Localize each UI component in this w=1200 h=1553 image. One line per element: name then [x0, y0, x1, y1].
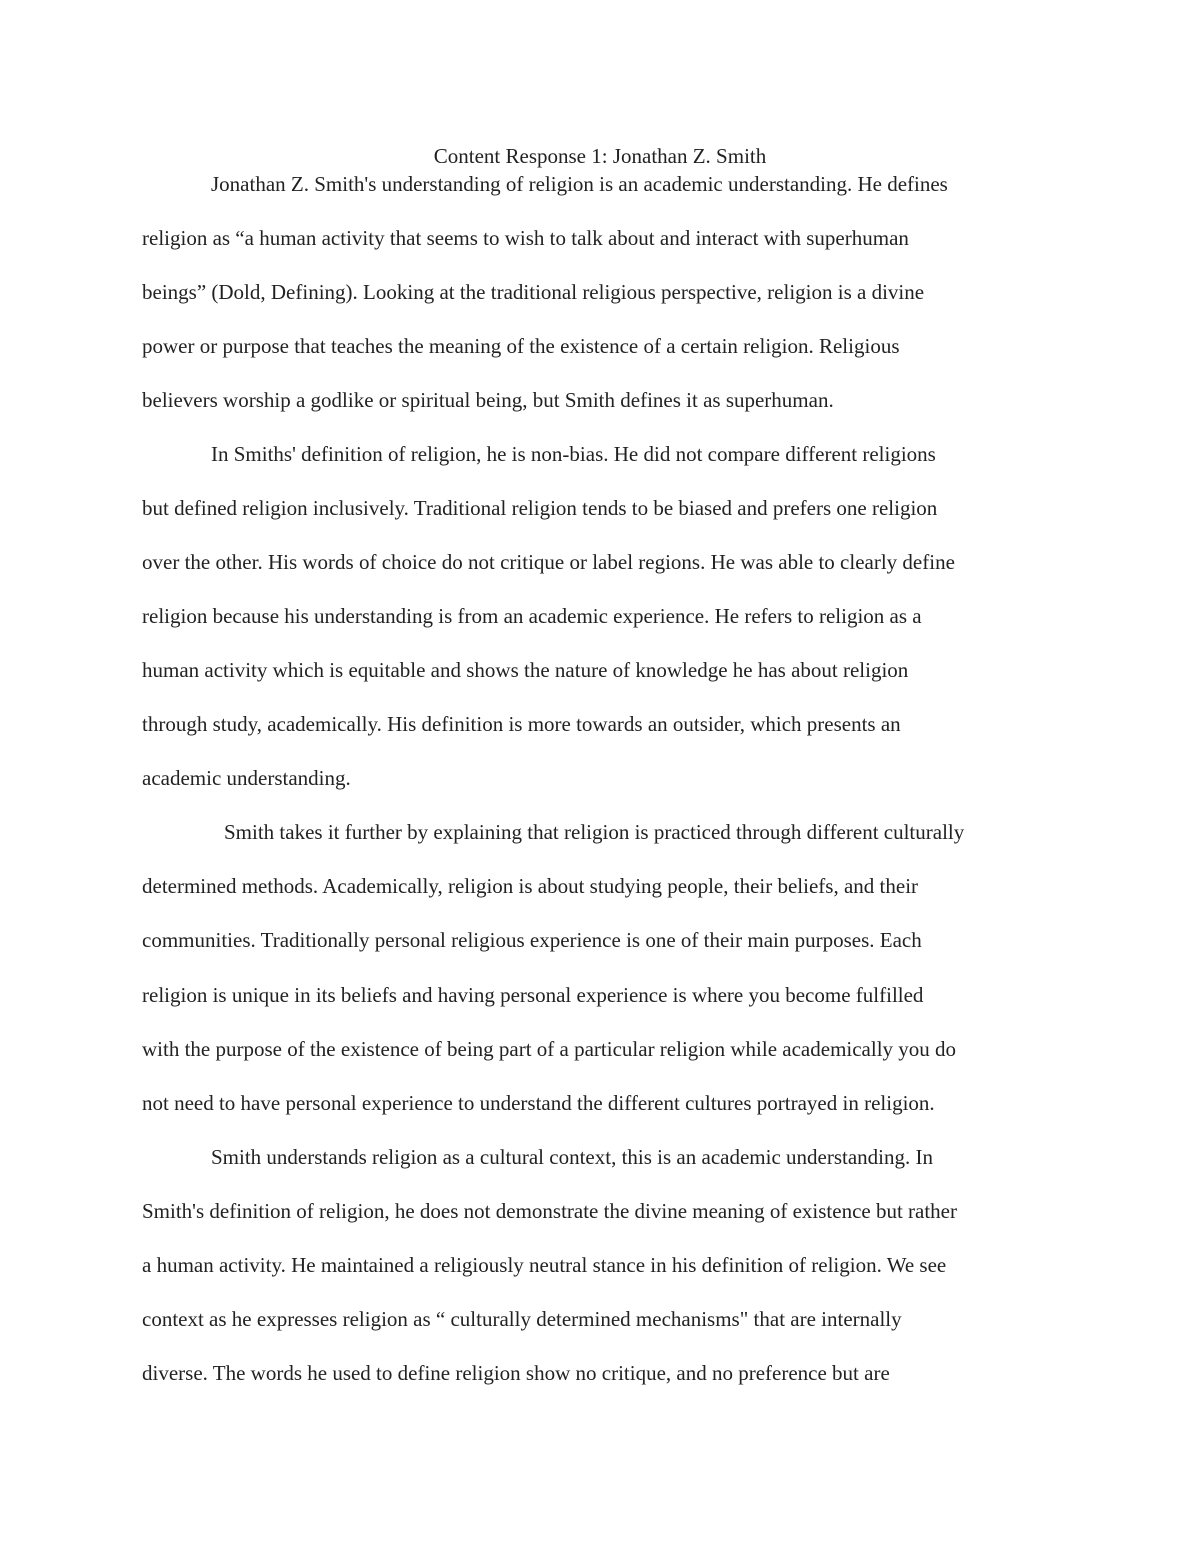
text-line: not need to have personal experience to understand the different cultures portrayed in religion. — [142, 1091, 935, 1115]
text-line: over the other. His words of choice do not critique or label regions. He was able to clearly define — [142, 550, 955, 574]
text-line: through study, academically. His definition is more towards an outsider, which presents an — [142, 712, 901, 736]
text-line: but defined religion inclusively. Traditional religion tends to be biased and prefers one religion — [142, 496, 938, 520]
text-line: Smith's definition of religion, he does not demonstrate the divine meaning of existence but rather — [142, 1199, 958, 1223]
text-line: religion is unique in its beliefs and having personal experience is where you become fulfilled — [142, 983, 924, 1007]
document-title: Content Response 1: Jonathan Z. Smith — [433, 144, 767, 168]
text-line: religion because his understanding is from an academic experience. He refers to religion as a — [142, 604, 922, 628]
text-line: Smith takes it further by explaining that religion is practiced through different culturally — [224, 820, 965, 844]
text-line: context as he expresses religion as “ culturally determined mechanisms" that are internally — [142, 1307, 902, 1331]
text-line: Smith understands religion as a cultural context, this is an academic understanding. In — [211, 1145, 933, 1169]
text-line: communities. Traditionally personal religious experience is one of their main purposes. Each — [142, 928, 922, 952]
text-line: academic understanding. — [142, 766, 351, 790]
text-line: beings” (Dold, Defining). Looking at the traditional religious perspective, religion is a divine — [142, 280, 925, 304]
text-line: determined methods. Academically, religion is about studying people, their beliefs, and their — [142, 874, 919, 898]
text-line: believers worship a godlike or spiritual being, but Smith defines it as superhuman. — [142, 388, 834, 412]
text-line: religion as “a human activity that seems to wish to talk about and interact with superhuman — [142, 226, 909, 250]
text-line: power or purpose that teaches the meaning of the existence of a certain religion. Religious — [142, 334, 900, 358]
text-line: Jonathan Z. Smith's understanding of religion is an academic understanding. He defines — [211, 172, 948, 196]
text-line: human activity which is equitable and shows the nature of knowledge he has about religion — [142, 658, 909, 682]
text-line: diverse. The words he used to define religion show no critique, and no preference but are — [142, 1361, 890, 1385]
text-line: a human activity. He maintained a religiously neutral stance in his definition of religion. We see — [142, 1253, 947, 1277]
text-line: In Smiths' definition of religion, he is non-bias. He did not compare different religions — [211, 442, 936, 466]
text-line: with the purpose of the existence of being part of a particular religion while academically you do — [142, 1037, 957, 1061]
